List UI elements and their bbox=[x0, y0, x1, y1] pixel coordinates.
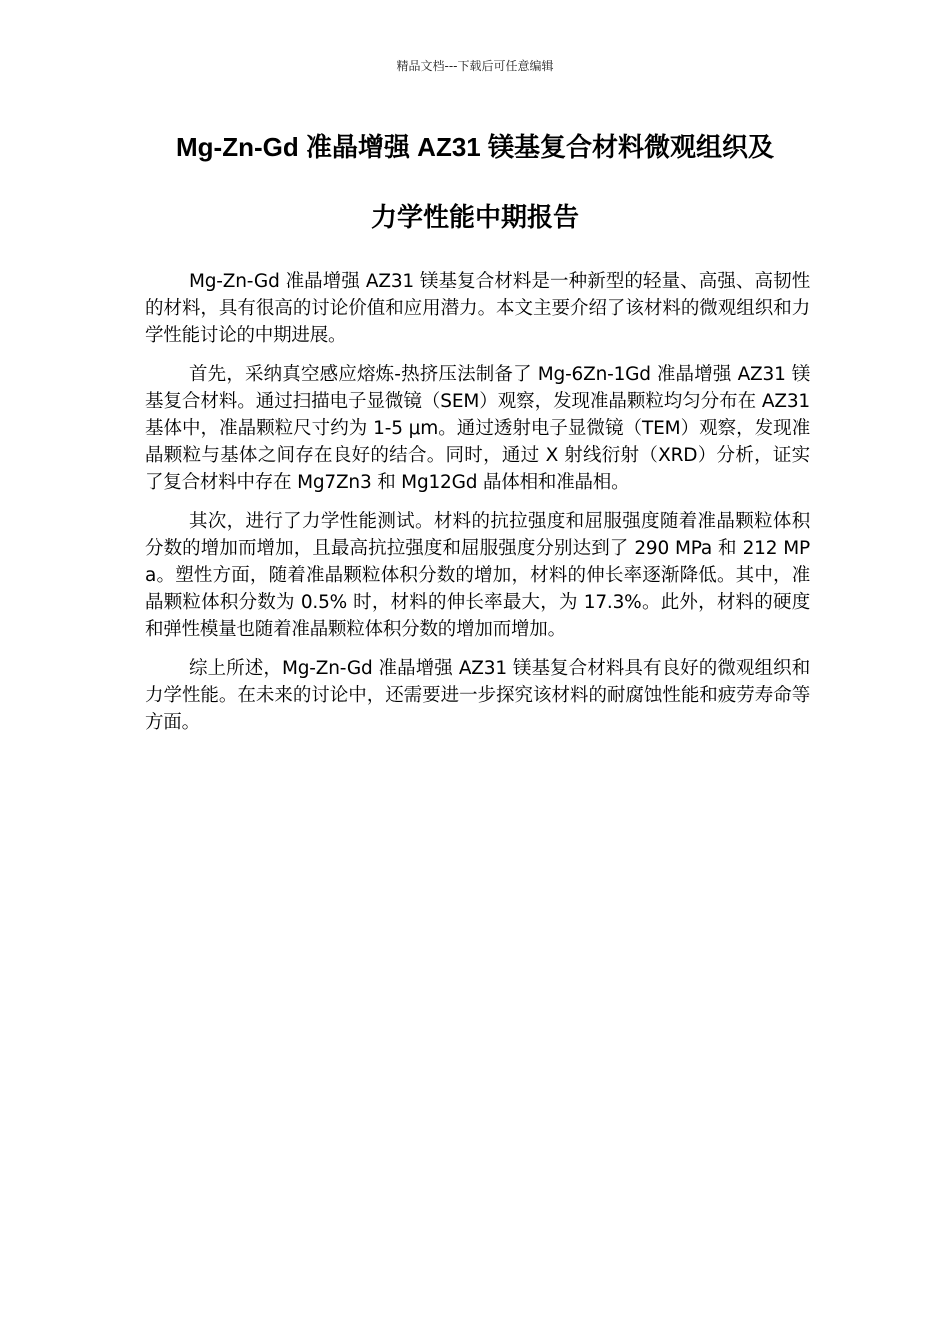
header-note: 精品文档---下载后可任意编辑 bbox=[396, 59, 554, 73]
document-body bbox=[145, 268, 810, 748]
paragraph-conclusion: 综上所述，Mg-Zn-Gd 准晶增强 AZ31 镁基复合材料具有良好的微观组织和力学性能。在未来的讨论中，还需要进一步探究该材料的耐腐蚀性能和疲劳寿命等方面。 bbox=[145, 658, 810, 733]
title-line-1: Mg-Zn-Gd 准晶增强 AZ31 镁基复合材料微观组织及 bbox=[176, 132, 774, 162]
paragraph-preparation: 首先，采纳真空感应熔炼-热挤压法制备了 Mg-6Zn-1Gd 准晶增强 AZ31 镁基复合材料。通过扫描电子显微镜（SEM）观察，发现准晶颗粒均匀分布在 AZ31 基体中，准晶颗粒尺寸约为 1-5 μm。通过透射电子显微镜（TEM）观察，发现准晶颗粒与基体之间存在良好的结合。同时，通过 X 射线衍射（XRD）分析，证实了复合材料中存在 Mg7Zn3 和 Mg12Gd 晶体相和准晶相。 bbox=[145, 364, 810, 493]
document-title bbox=[120, 130, 830, 234]
paragraph-intro: Mg-Zn-Gd 准晶增强 AZ31 镁基复合材料是一种新型的轻量、高强、高韧性的材料，具有很高的讨论价值和应用潜力。本文主要介绍了该材料的微观组织和力学性能讨论的中期进展。 bbox=[145, 271, 810, 346]
title-line-2: 力学性能中期报告 bbox=[370, 202, 579, 232]
paragraph-mechanical-properties: 其次，进行了力学性能测试。材料的抗拉强度和屈服强度随着准晶颗粒体积分数的增加而增加，且最高抗拉强度和屈服强度分别达到了 290 MPa 和 212 MPa。塑性方面，随着准晶颗粒体积分数的增加，材料的伸长率逐渐降低。其中，准晶颗粒体积分数为 0.5% 时，材料的伸长率最大，为 17.3%。此外，材料的硬度和弹性模量也随着准晶颗粒体积分数的增加而增加。 bbox=[145, 511, 810, 640]
